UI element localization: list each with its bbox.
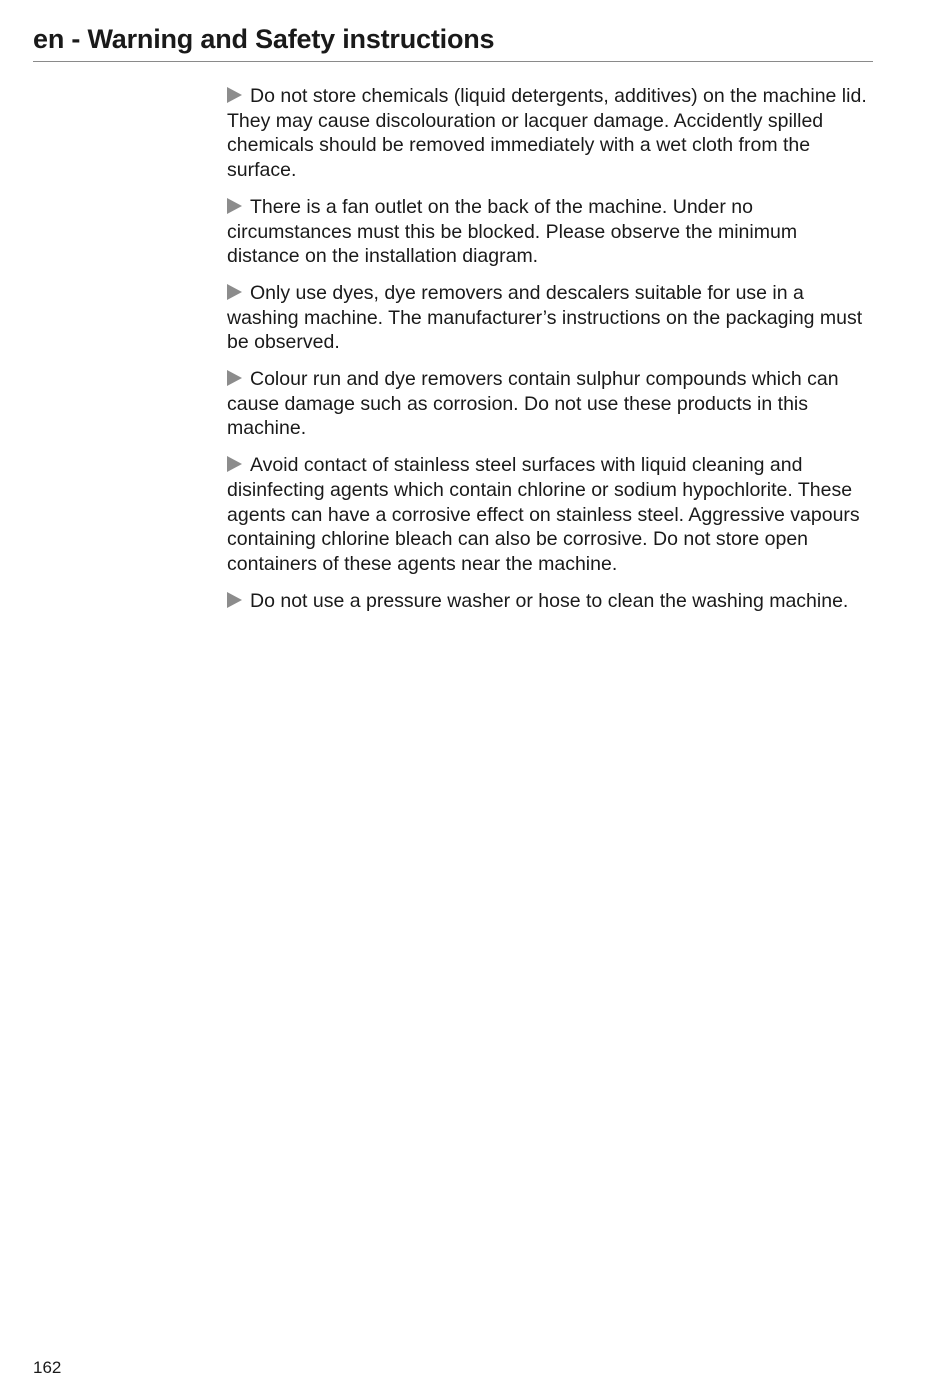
warning-paragraph [227, 195, 873, 269]
warning-text: There is a fan outlet on the back of the machine. Under no circumstances must this be blocked. Please observe the minimum distance on the installation diagram. [227, 195, 798, 268]
triangle-right-icon [227, 370, 242, 386]
triangle-right-icon [227, 198, 242, 214]
triangle-right-icon [227, 284, 242, 300]
warning-text: Only use dyes, dye removers and descalers suitable for use in a washing machine. The manufacturer’s instructions on the packaging must be observed. [227, 281, 863, 354]
triangle-right-icon [227, 87, 242, 103]
warning-text: Avoid contact of stainless steel surfaces with liquid cleaning and disinfecting agents which contain chlorine or sodium hypochlorite. These agents can have a corrosive effect on stainless steel. Aggressive vapours containing chlorine bleach can also be corrosive. Do not store open containers of these agents near the machine. [227, 454, 860, 575]
warning-text: Do not store chemicals (liquid detergents, additives) on the machine lid. They may cause discolouration or lacquer damage. Accidently spilled chemicals should be removed immediately with a wet cloth from the surface. [227, 85, 867, 182]
warning-list [227, 84, 873, 625]
page-title: en - Warning and Safety instructions [33, 24, 495, 54]
triangle-right-icon [227, 456, 242, 472]
warning-paragraph [227, 281, 873, 355]
warning-paragraph [227, 367, 873, 441]
warning-paragraph [227, 589, 873, 614]
triangle-right-icon [227, 592, 242, 608]
warning-text: Do not use a pressure washer or hose to clean the washing machine. [250, 589, 849, 612]
page-header [33, 22, 873, 62]
page-number: 162 [33, 1358, 62, 1377]
warning-paragraph [227, 453, 873, 577]
warning-paragraph [227, 84, 873, 183]
warning-text: Colour run and dye removers contain sulphur compounds which can cause damage such as corrosion. Do not use these products in this machine. [227, 368, 839, 440]
